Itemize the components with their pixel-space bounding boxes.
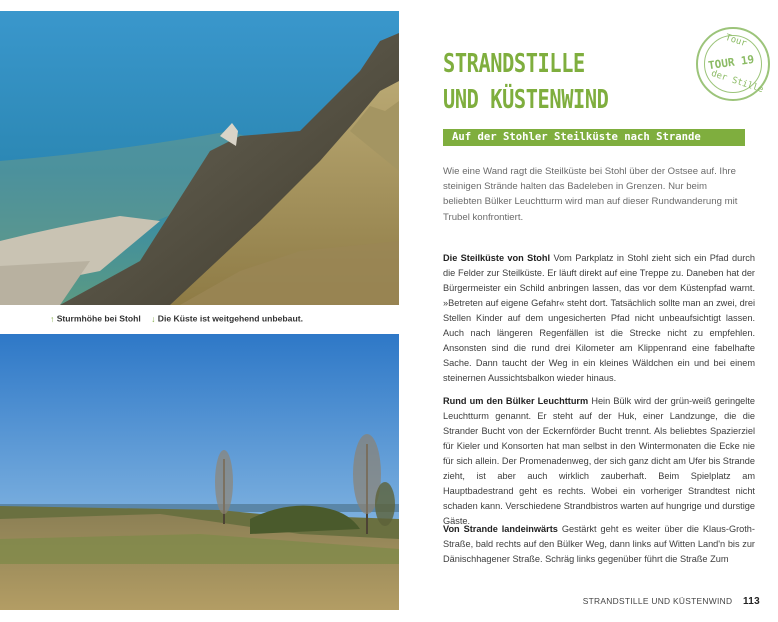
tour-stamp — [696, 27, 770, 101]
section-leuchtturm — [443, 394, 755, 529]
caption-top-photo: Sturmhöhe bei Stohl — [56, 313, 141, 324]
page-number: 113 — [742, 596, 760, 607]
arrow-down-icon: ↓ — [151, 313, 156, 324]
caption-bottom-photo: Die Küste ist weitgehend unbebaut. — [157, 313, 303, 324]
section-text: Hein Bülk wird der grün-weiß geringelte Leuchtturm genannt. Er steht auf der Huk, einer Landzunge, die die Strander Bucht von der Eckernförder Bucht trennt. Als beliebtes Spazierziel für Kieler und Konsorten hat man selbst in den Wintermonaten die Ecke nie für sich allein. Der Promenadenweg, der sich ganz dicht am Ufer bis Strande zieht, ist aber auch wirklich zauberhaft. Beim Spielplatz am Hauptbadestrand geht es rechts. Wobei ein vorheriger Strandtest nicht schaden kann. Verschiedene Strandbistros warten auf hungrige und durstige Gäste. — [443, 396, 755, 526]
section-heading: Rund um den Bülker Leuchtturm — [443, 396, 589, 406]
subtitle-text: Auf der Stohler Steilküste nach Strande — [452, 131, 701, 143]
section-text: Vom Parkplatz in Stohl zieht sich ein Pfad durch die Felder zur Steilküste. Er läuft direkt auf eine Treppe zu. Daneben hat der Bürgermeister ein Schild anbringen lassen, das vor dem Küstenpfad warnt. »Betreten auf eigene Gefahr« steht dort. Tatsächlich sollte man an zwei, drei Stellen Kinder auf dem ungesicherten Pfad nicht unbeaufsichtigt lassen. Auch nach längeren Regenfällen ist die Strecke nicht zu empfehlen. Ansonsten sind die rund drei Kilometer am Klippenrand eine fabelhafte Sache. Dann taucht der Weg in ein kleines Wäldchen ein und bei einem steinernen Aussichtsbalkon wieder hinaus. — [443, 253, 755, 383]
stamp-tour-number: TOUR 19 — [707, 52, 756, 73]
page-footer — [560, 596, 760, 607]
section-heading: Die Steilküste von Stohl — [443, 253, 551, 263]
arrow-up-icon: ↑ — [50, 313, 55, 324]
photo-captions — [0, 313, 399, 324]
section-heading: Von Strande landeinwärts — [443, 524, 558, 534]
stamp-bottom-text: der Stille — [709, 68, 765, 96]
intro-paragraph: Wie eine Wand ragt die Steilküste bei Stohl über der Ostsee auf. Ihre steinigen Strände halten das Badeleben in Grenzen. Nur beim beliebten Bülker Leuchtturm wird man auf dieser Rundwanderung mit Trubel konfrontiert. — [443, 166, 738, 223]
running-title: STRANDSTILLE UND KÜSTENWIND — [582, 596, 733, 606]
section-text: Gestärkt geht es weiter über die Klaus-Groth-Straße, bald rechts auf den Bülker Weg, dann links auf Witten Land'n bis zur Dänischhagener Straße. Schräg links gegenüber führt die Straße Zum — [443, 524, 755, 564]
page-title: STRANDSTILLE UND KÜSTENWIND — [443, 49, 609, 115]
subtitle-banner — [443, 129, 745, 146]
fields-photo — [0, 334, 399, 610]
section-landeinwaerts — [443, 522, 755, 567]
stamp-top-text: Tour — [723, 32, 748, 50]
cliff-photo — [0, 11, 399, 305]
section-steilkueste — [443, 251, 755, 386]
